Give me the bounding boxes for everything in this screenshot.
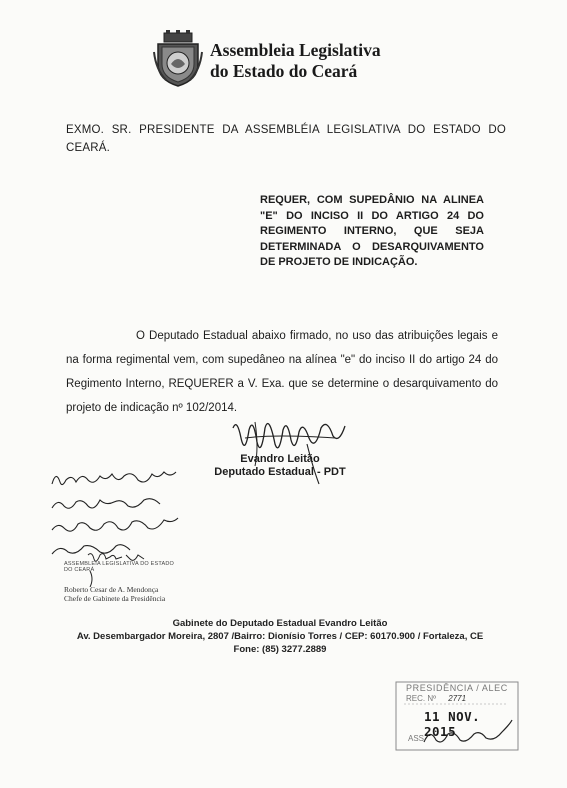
footer-office: Gabinete do Deputado Estadual Evandro Leitão bbox=[172, 618, 388, 629]
addressee: EXMO. SR. PRESIDENTE DA ASSEMBLÉIA LEGISLATIVA DO ESTADO DO CEARÁ. bbox=[66, 124, 506, 154]
receipt-number-label: REC. Nº bbox=[406, 694, 437, 703]
receipt-stamp bbox=[394, 680, 520, 752]
org-name-line-1: Assembleia Legislativa bbox=[210, 40, 381, 60]
chief-of-cabinet-stamp bbox=[64, 561, 184, 603]
footer-address: Av. Desembargador Moreira, 2807 /Bairro: Dionísio Torres / CEP: 60170.900 / Fortaleza, CE bbox=[76, 631, 484, 642]
chief-stamp-text: ASSEMBLEIA LEGISLATIVA DO ESTADO DO CEARÁ bbox=[64, 561, 175, 573]
coat-of-arms-icon bbox=[152, 30, 204, 88]
receipt-stamp-title: PRESIDÊNCIA / ALEC bbox=[406, 683, 508, 693]
request-summary: REQUER, COM SUPEDÂNIO NA ALINEA "E" DO INCISO II DO ARTIGO 24 DO REGIMENTO INTERNO, QUE SEJA DETERMINADA O DESARQUIVAMENTO DE PROJETO DE INDICAÇÃO. bbox=[260, 194, 484, 268]
chief-title: Chefe de Gabinete da Presidência bbox=[64, 594, 166, 603]
footer-phone: Fone: (85) 3277.2889 bbox=[233, 644, 327, 655]
cabinet-footer bbox=[70, 617, 490, 656]
signer-name: Evandro Leitão bbox=[240, 453, 320, 465]
body-paragraph: O Deputado Estadual abaixo firmado, no uso das atribuições legais e na forma regimental vem, com supedâneo na alínea "e" do inciso II do artigo 24 do Regimento Interno, REQUERER a V. Exa. que se determine o desarquivamento do projeto de indicação nº 102/2014. bbox=[66, 330, 498, 414]
handwritten-dispatch-note bbox=[48, 462, 198, 562]
receipt-date: 11 NOV. 2015 bbox=[424, 709, 481, 739]
org-name-line-2: do Estado do Ceará bbox=[210, 61, 358, 81]
signer-block bbox=[200, 453, 360, 479]
organization-name bbox=[210, 40, 381, 82]
signer-role: Deputado Estadual - PDT bbox=[214, 466, 346, 478]
receipt-signature-label: ASS. bbox=[408, 734, 427, 743]
receipt-number bbox=[406, 694, 466, 703]
receipt-number-value: 2771 bbox=[448, 694, 467, 703]
chief-name: Roberto Cesar de A. Mendonça bbox=[64, 585, 159, 594]
